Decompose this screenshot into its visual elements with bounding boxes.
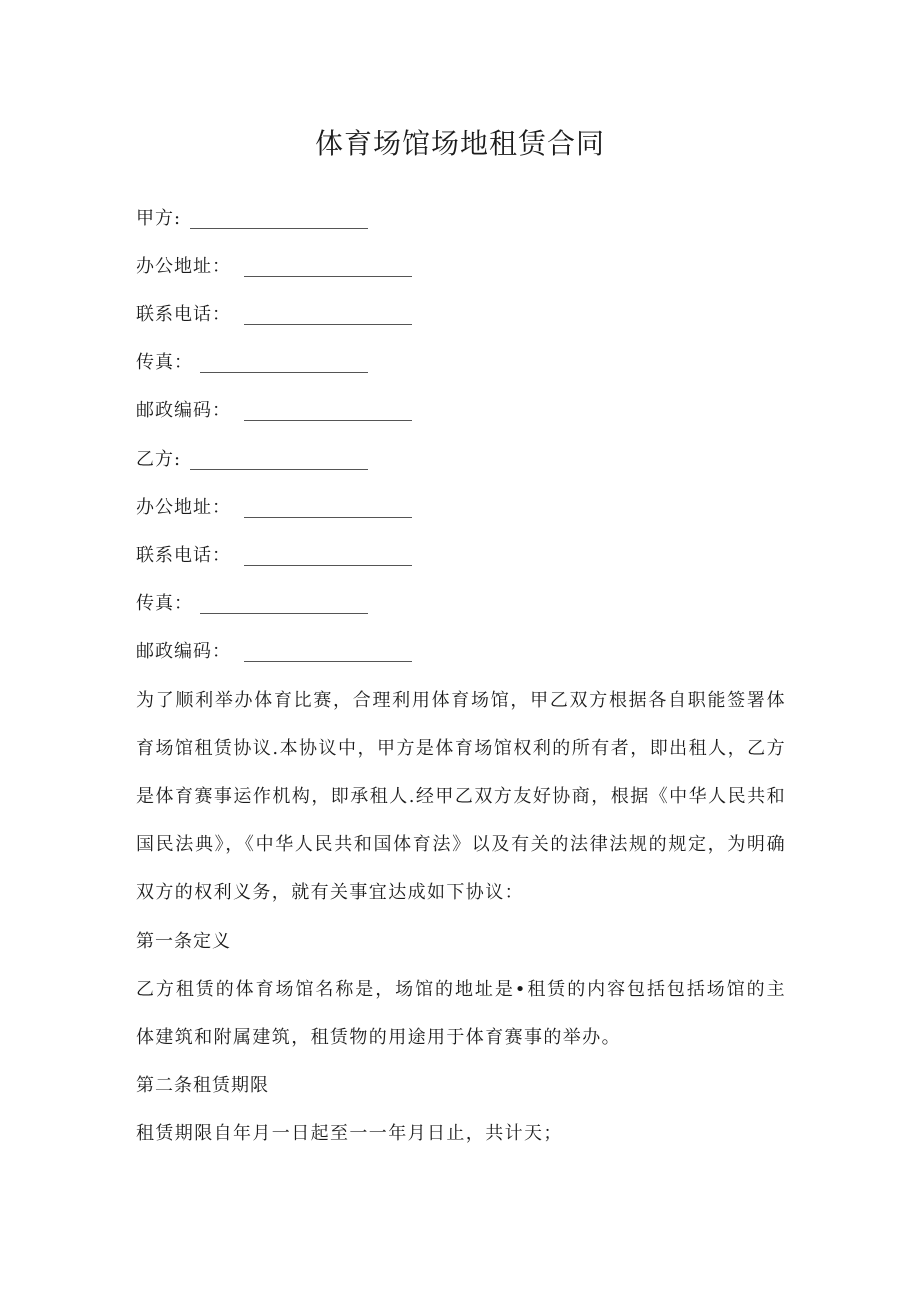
party-b-name-field: [136, 445, 181, 475]
party-a-postcode-blank: [244, 420, 412, 421]
party-b-name-label: 乙方:: [136, 449, 182, 470]
party-a-name-field: [136, 204, 181, 234]
party-b-phone-label: 联系电话：: [136, 545, 231, 566]
party-a-fax-field: [136, 348, 193, 378]
party-b-address-blank: [244, 517, 412, 518]
party-b-postcode-blank: [244, 661, 412, 662]
party-b-address-field: [136, 493, 231, 523]
article-2-body: 租赁期限自年月一日起至一一年月日止，共计天；: [136, 1123, 563, 1144]
party-a-name-blank: [190, 228, 368, 229]
party-a-name-label: 甲方:: [136, 208, 182, 229]
article-1-heading: 第一条定义: [136, 931, 231, 952]
article-1-body: 乙方租赁的体育场馆名称是，场馆的地址是•租赁的内容包括包括场馆的主体建筑和附属建筑，租赁物的用途用于体育赛事的举办。: [136, 979, 786, 1048]
party-a-phone-label: 联系电话：: [136, 304, 231, 325]
party-b-address-label: 办公地址：: [136, 497, 231, 518]
party-a-address-field: [136, 252, 231, 282]
party-b-fax-field: [136, 589, 193, 619]
party-b-phone-field: [136, 541, 231, 571]
party-a-postcode-label: 邮政编码：: [136, 400, 231, 421]
party-a-postcode-field: [136, 396, 231, 426]
party-a-phone-blank: [244, 324, 412, 325]
party-b-postcode-field: [136, 637, 231, 667]
party-b-phone-blank: [244, 565, 412, 566]
party-b-postcode-label: 邮政编码：: [136, 641, 231, 662]
party-b-name-blank: [190, 469, 368, 470]
party-b-fax-label: 传真：: [136, 593, 193, 614]
party-a-fax-blank: [200, 372, 368, 373]
document-title: 体育场馆场地租赁合同: [314, 127, 605, 160]
article-2-heading: 第二条租赁期限: [136, 1075, 269, 1096]
party-a-address-label: 办公地址：: [136, 256, 231, 277]
party-a-address-blank: [244, 276, 412, 277]
party-b-fax-blank: [200, 613, 368, 614]
party-a-fax-label: 传真：: [136, 352, 193, 373]
party-a-phone-field: [136, 300, 231, 330]
intro-paragraph: 为了顺利举办体育比赛，合理利用体育场馆，甲乙双方根据各自职能签署体育场馆租赁协议.本协议中，甲方是体育场馆权利的所有者，即出租人，乙方是体育赛事运作机构，即承租人.经甲乙双方友好协商，根据《中华人民共和国民法典》，《中华人民共和国体育法》以及有关的法律法规的规定，为明确双方的权利义务，就有关事宜达成如下协议：: [136, 690, 786, 903]
